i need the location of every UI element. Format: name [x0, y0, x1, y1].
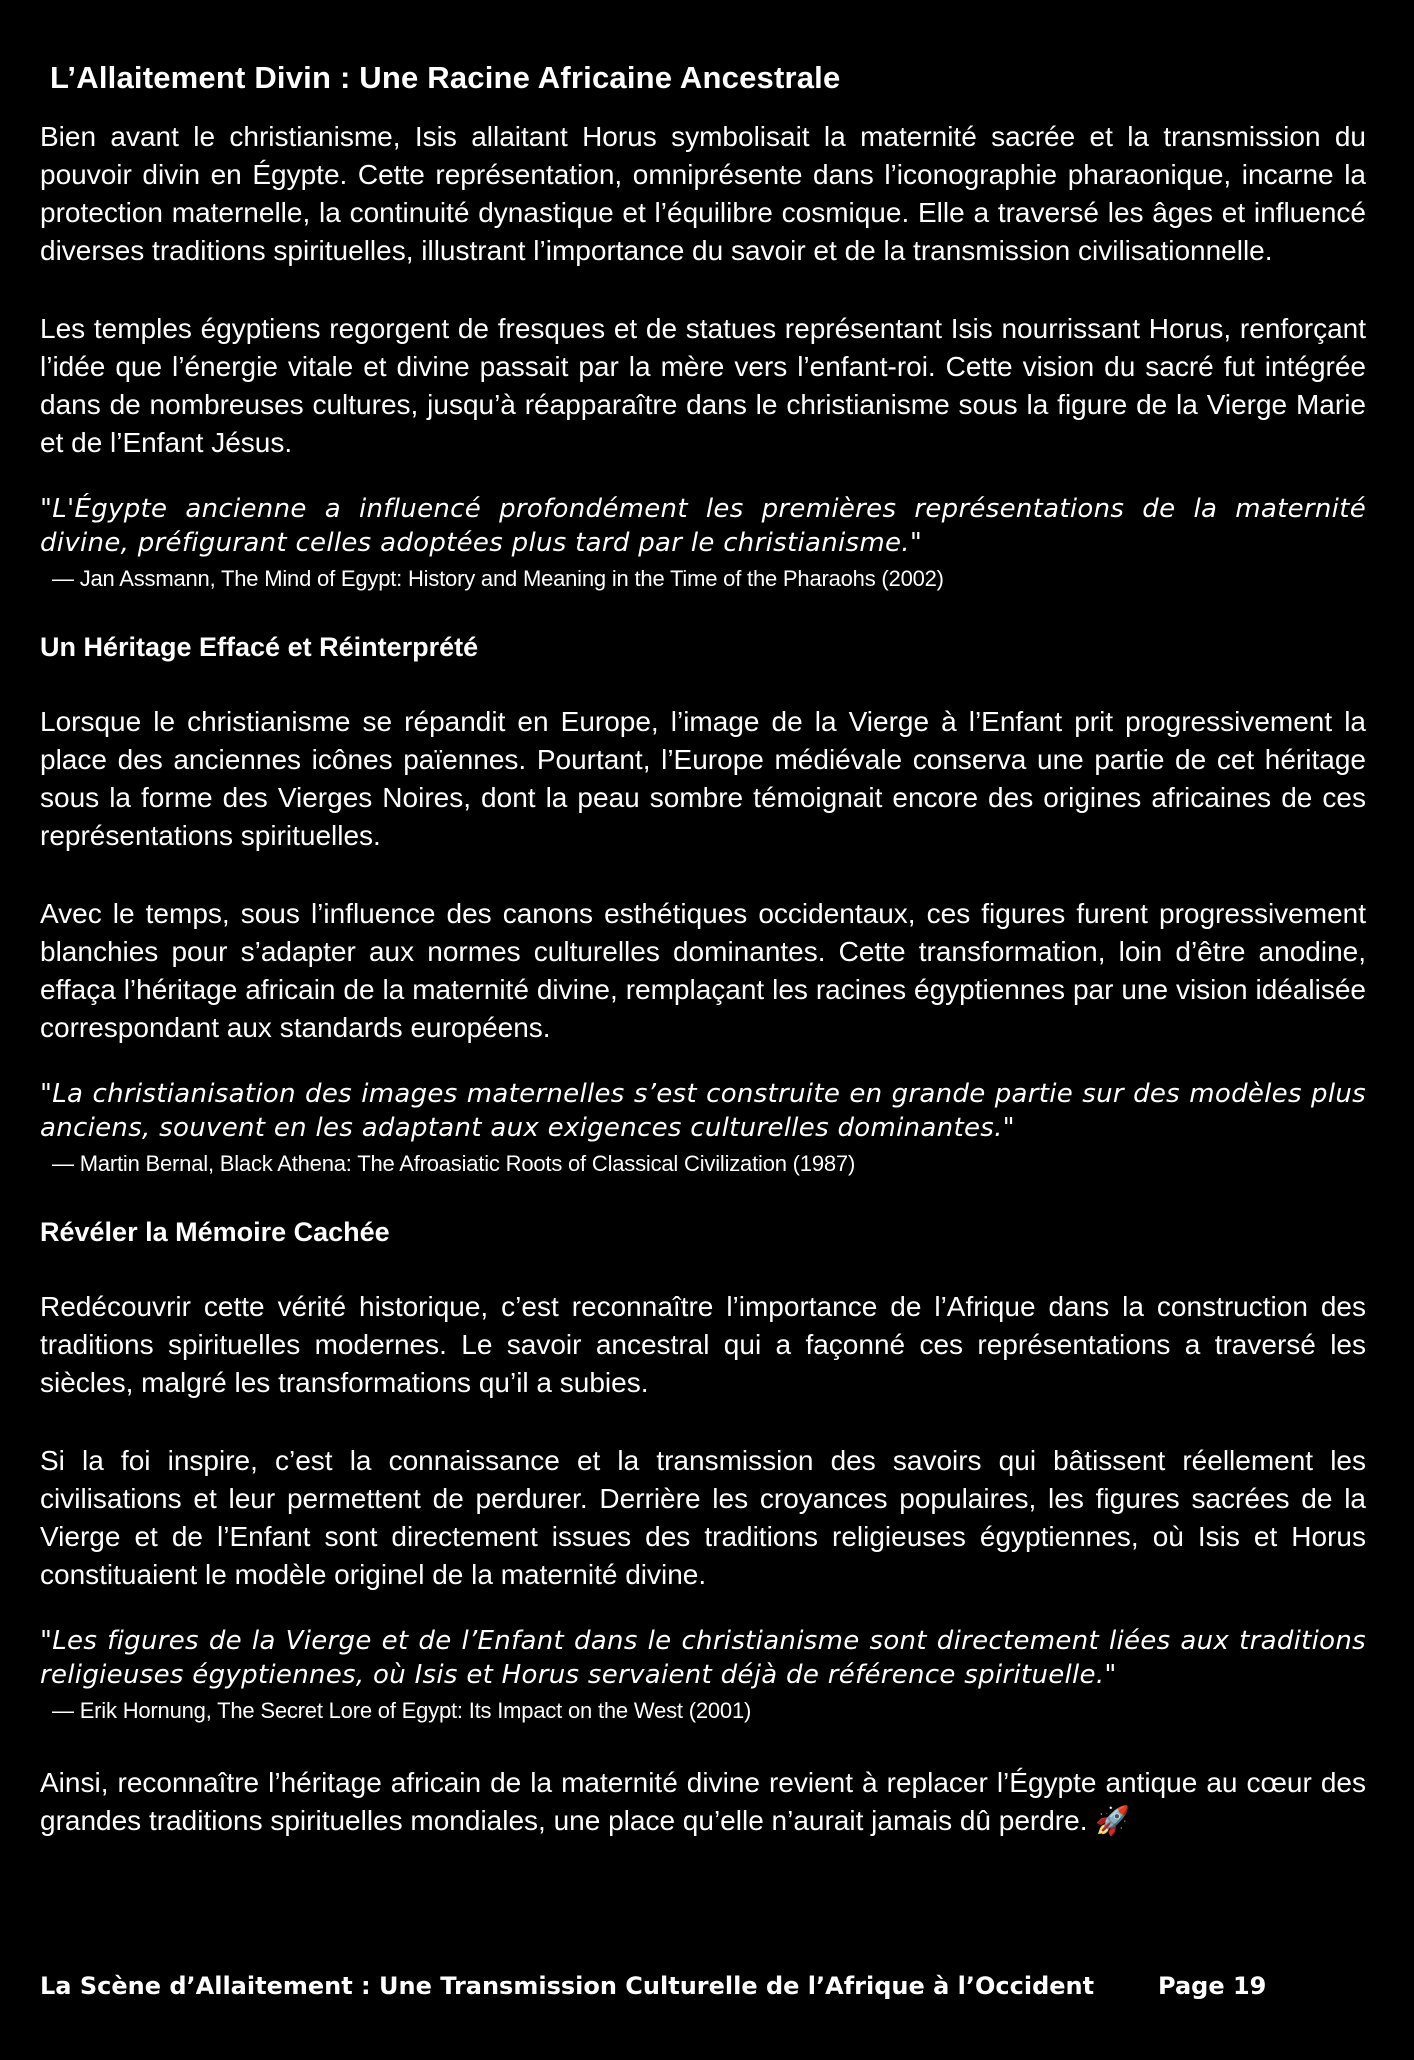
quote-block-bernal [40, 1077, 1366, 1177]
section2-paragraph-2: Si la foi inspire, c’est la connaissance et la transmission des savoirs qui bâtissent réellement les civilisations et leur permettent de perdurer. Derrière les croyances populaires, les figures sacrées de la Vierge et de l’Enfant sont directement issues des traditions religieuses égyptiennes, où Isis et Horus constituaient le modèle originel de la maternité divine. [40, 1445, 1366, 1590]
footer-title: La Scène d’Allaitement : Une Transmission Culturelle de l’Afrique à l’Occident [40, 1972, 1095, 2000]
section-heading-heritage: Un Héritage Effacé et Réinterprété [40, 632, 479, 662]
quote-attribution: — Martin Bernal, Black Athena: The Afroasiatic Roots of Classical Civilization (1987) [52, 1151, 856, 1176]
document-page [0, 60, 1414, 2060]
quote-text: "L'Égypte ancienne a influencé profondément les premières représentations de la maternité divine, préfigurant celles adoptées plus tard par le christianisme." [40, 494, 1366, 558]
section1-paragraph-2: Avec le temps, sous l’influence des canons esthétiques occidentaux, ces figures furent progressivement blanchies pour s’adapter aux normes culturelles dominantes. Cette transformation, loin d’être anodine, effaça l’héritage africain de la maternité divine, remplaçant les racines égyptiennes par une vision idéalisée correspondant aux standards européens. [40, 898, 1366, 1043]
section2-paragraph-1: Redécouvrir cette vérité historique, c’est reconnaître l’importance de l’Afrique dans la construction des traditions spirituelles modernes. Le savoir ancestral qui a façonné ces représentations a traversé les siècles, malgré les transformations qu’il a subies. [40, 1291, 1366, 1398]
section-heading-memoire: Révéler la Mémoire Cachée [40, 1217, 390, 1247]
section1-paragraph-1: Lorsque le christianisme se répandit en Europe, l’image de la Vierge à l’Enfant prit progressivement la place des anciennes icônes païennes. Pourtant, l’Europe médiévale conserva une partie de cet héritage sous la forme des Vierges Noires, dont la peau sombre témoignait encore des origines africaines de ces représentations spirituelles. [40, 706, 1366, 851]
footer-page-number: Page 19 [1158, 1972, 1267, 2000]
quote-text: "La christianisation des images maternelles s’est construite en grande partie sur des modèles plus anciens, souvent en les adaptant aux exigences culturelles dominantes." [40, 1079, 1366, 1143]
quote-block-assmann [40, 492, 1366, 592]
quote-block-hornung [40, 1624, 1366, 1724]
quote-attribution: — Jan Assmann, The Mind of Egypt: History and Meaning in the Time of the Pharaohs (2002) [52, 566, 944, 591]
intro-paragraph-1: Bien avant le christianisme, Isis allaitant Horus symbolisait la maternité sacrée et la transmission du pouvoir divin en Égypte. Cette représentation, omniprésente dans l’iconographie pharaonique, incarne la protection maternelle, la continuité dynastique et l’équilibre cosmique. Elle a traversé les âges et influencé diverses traditions spirituelles, illustrant l’importance du savoir et de la transmission civilisationnelle. [40, 121, 1366, 266]
quote-attribution: — Erik Hornung, The Secret Lore of Egypt: Its Impact on the West (2001) [52, 1698, 752, 1723]
quote-text: "Les figures de la Vierge et de l’Enfant dans le christianisme sont directement liées aux traditions religieuses égyptiennes, où Isis et Horus servaient déjà de référence spirituelle." [40, 1626, 1366, 1690]
closing-paragraph: Ainsi, reconnaître l’héritage africain de la maternité divine revient à replacer l’Égypte antique au cœur des grandes traditions spirituelles mondiales, une place qu’elle n’aurait jamais dû perdre. 🚀 [40, 1767, 1366, 1836]
page-title: L’Allaitement Divin : Une Racine Africaine Ancestrale [50, 60, 841, 95]
intro-paragraph-2: Les temples égyptiens regorgent de fresques et de statues représentant Isis nourrissant Horus, renforçant l’idée que l’énergie vitale et divine passait par la mère vers l’enfant-roi. Cette vision du sacré fut intégrée dans de nombreuses cultures, jusqu’à réapparaître dans le christianisme sous la figure de la Vierge Marie et de l’Enfant Jésus. [40, 313, 1366, 458]
